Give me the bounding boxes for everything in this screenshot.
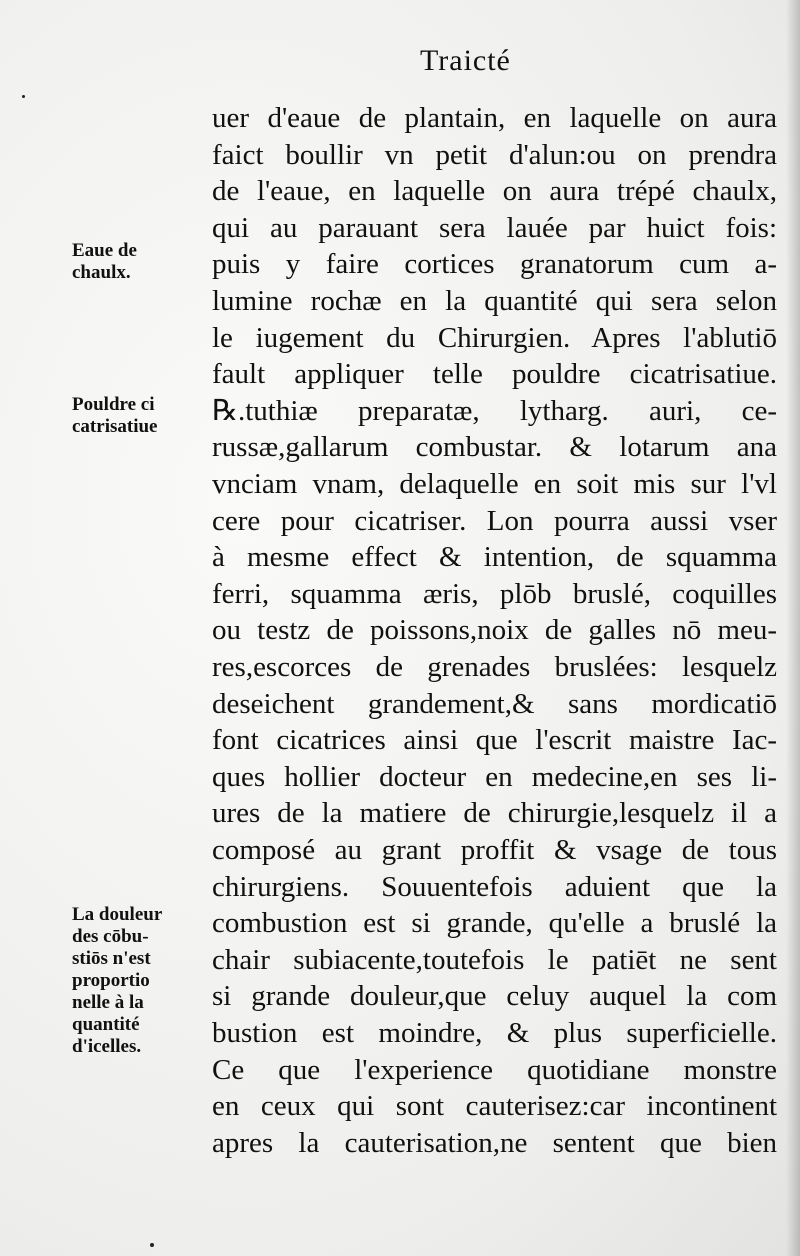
margin-note-line: Pouldre ci [72, 394, 155, 415]
text-line: uer d'eaue de plantain, en laquelle on aura [212, 102, 777, 134]
margin-note-line: nelle à la [72, 992, 144, 1013]
text-line: apres la cauterisation,ne sentent que bien [212, 1126, 777, 1159]
text-line: cere pour cicatriser. Lon pourra aussi vser [212, 504, 777, 537]
ink-speck [150, 1243, 154, 1247]
text-line: res,escorces de grenades bruslées: lesquelz [212, 651, 777, 683]
ink-speck [22, 95, 25, 98]
text-line: chirurgiens. Souuentefois aduient que la [212, 870, 777, 903]
page-edge-shadow [786, 0, 800, 1256]
text-line: combustion est si grande, qu'elle a bruslé la [212, 907, 777, 940]
text-line: ferri, squamma æris, plōb bruslé, coquilles [212, 577, 777, 610]
text-line: bustion est moindre, & plus superficielle. [212, 1017, 777, 1049]
text-line: puis y faire cortices granatorum cum a- [212, 248, 777, 281]
text-line: si grande douleur,que celuy auquel la com [212, 980, 777, 1013]
text-line: vnciam vnam, delaquelle en soit mis sur l'vl [212, 468, 777, 500]
margin-note-eaue [72, 240, 137, 284]
text-line: ques hollier docteur en medecine,en ses li- [212, 760, 777, 793]
text-line: composé au grant proffit & vsage de tous [212, 834, 777, 866]
text-line: lumine rochæ en la quantité qui sera selon [212, 285, 777, 317]
text-line: faict boullir vn petit d'alun:ou on prendra [212, 138, 777, 171]
text-line: font cicatrices ainsi que l'escrit maistre Iac- [212, 724, 777, 757]
margin-note-line: Eaue de [72, 240, 137, 261]
margin-note-line: chaulx. [72, 262, 131, 283]
text-line: fault appliquer telle pouldre cicatrisatiue. [212, 358, 777, 391]
margin-note-line: des cōbu- [72, 926, 149, 947]
page-header: Traicté [420, 44, 511, 77]
text-line: Ce que l'experience quotidiane monstre [212, 1053, 777, 1086]
margin-note-line: catrisatiue [72, 416, 158, 437]
margin-note-line: proportio [72, 970, 150, 991]
margin-note-pouldre [72, 394, 157, 438]
text-line: russæ,gallarum combustar. & lotarum ana [212, 431, 777, 464]
text-line: ou testz de poissons,noix de galles nō meu- [212, 614, 777, 647]
margin-note-line: La douleur [72, 904, 163, 925]
text-line: chair subiacente,toutefois le patiēt ne sent [212, 943, 777, 976]
margin-note-line: quantité [72, 1014, 140, 1035]
text-line: à mesme effect & intention, de squamma [212, 541, 777, 574]
text-line: de l'eaue, en laquelle on aura trépé chaulx, [212, 175, 777, 208]
text-line: en ceux qui sont cauterisez:car incontinent [212, 1090, 777, 1123]
text-line: qui au parauant sera lauée par huict fois: [212, 211, 777, 244]
text-line: le iugement du Chirurgien. Apres l'ablutiō [212, 321, 777, 354]
show-through-mark [690, 60, 750, 80]
text-line: ℞.tuthiæ preparatæ, lytharg. auri, ce- [212, 394, 777, 427]
text-line: ures de la matiere de chirurgie,lesquelz il a [212, 797, 777, 830]
margin-note-line: d'icelles. [72, 1036, 142, 1057]
margin-note-douleur [72, 904, 162, 1058]
margin-note-line: stiōs n'est [72, 948, 151, 969]
text-line: deseichent grandement,& sans mordicatiō [212, 687, 777, 720]
